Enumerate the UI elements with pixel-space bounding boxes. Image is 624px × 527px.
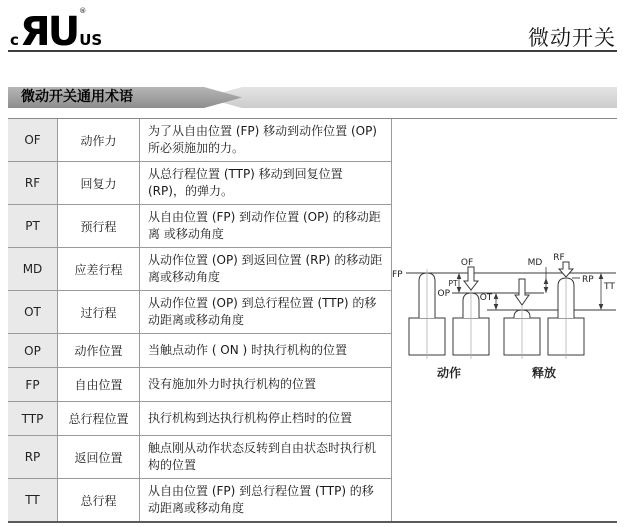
pt-label: PT (448, 278, 458, 288)
ul-logo-side (79, 8, 102, 48)
diagram-cell (392, 119, 617, 521)
ot-label: OT (479, 292, 493, 303)
table-row (8, 205, 391, 248)
desc-cell: 当触点动作 ( ON ) 时执行机构的位置 (148, 343, 348, 358)
table-row (8, 368, 391, 402)
section-header-bar (8, 87, 617, 108)
ul-monogram-icon: ЯU (19, 9, 78, 55)
ul-logo (10, 6, 103, 55)
abbr-cell: OF (8, 119, 58, 161)
table-row (8, 334, 391, 368)
term-cell: 预行程 (58, 205, 140, 247)
fp-label: FP (392, 269, 403, 280)
desc-cell: 没有施加外力时执行机构的位置 (148, 377, 317, 392)
desc-cell: 从动作位置 (OP) 到返回位置 (RP) 的移动距离或移动角度 (148, 253, 383, 285)
ul-logo-us: US (79, 31, 103, 49)
operate-caption: 动作 (436, 365, 462, 380)
table-row (8, 479, 391, 521)
desc-cell: 为了从自由位置 (FP) 移动到动作位置 (OP) 所必须施加的力。 (148, 124, 377, 156)
page-title: 微动开关 (528, 26, 616, 50)
ot-press-arrow-icon (515, 279, 529, 305)
table-row (8, 162, 391, 205)
ul-logo-c: c (10, 31, 19, 49)
table-row (8, 402, 391, 436)
op-label: OP (437, 288, 450, 299)
md-arrowhead-up-icon (544, 278, 549, 284)
tt-label: TT (604, 281, 615, 292)
ot-arrowhead-down-icon (494, 304, 499, 310)
ot-arrowhead-up-icon (494, 293, 499, 299)
desc-cell: 从自由位置 (FP) 到总行程位置 (TTP) 的移动距离或移动角度 (148, 484, 374, 516)
term-cell: 应差行程 (58, 248, 140, 290)
abbr-cell: OT (8, 291, 58, 333)
abbr-cell: RP (8, 436, 58, 478)
rf-press-arrow-icon (559, 262, 573, 277)
table-row (8, 248, 391, 291)
abbr-cell: MD (8, 248, 58, 290)
tt-arrowhead-up-icon (599, 273, 604, 279)
md-label: MD (527, 257, 543, 268)
tt-arrowhead-down-icon (599, 304, 604, 310)
abbr-cell: OP (8, 334, 58, 367)
terminology-table (8, 118, 617, 523)
desc-cell: 从自由位置 (FP) 到动作位置 (OP) 的移动距离 或移动角度 (148, 210, 381, 242)
term-cell: 过行程 (58, 291, 140, 333)
terminology-table-left (8, 119, 392, 521)
abbr-cell: RF (8, 162, 58, 204)
section-bar-light-ribbon (204, 87, 617, 108)
travel-position-diagram (392, 253, 617, 388)
abbr-cell: FP (8, 368, 58, 401)
rf-label: RF (553, 252, 565, 263)
term-cell: 总行程位置 (58, 402, 140, 435)
desc-cell: 触点刚从动作状态反转到自由状态时执行机构的位置 (148, 441, 377, 473)
of-label: OF (460, 257, 474, 268)
abbr-cell: TT (8, 479, 58, 521)
rp-label: RP (582, 274, 594, 285)
desc-cell: 从总行程位置 (TTP) 移动到回复位置 (RP)，的弹力。 (148, 167, 343, 199)
term-cell: 自由位置 (58, 368, 140, 401)
term-cell: 动作力 (58, 119, 140, 161)
table-row (8, 119, 391, 162)
title-divider (8, 50, 617, 52)
term-cell: 回复力 (58, 162, 140, 204)
registered-mark-icon: ® (79, 7, 87, 15)
of-press-arrow-icon (464, 267, 478, 290)
desc-cell: 从动作位置 (OP) 到总行程位置 (TTP) 的移动距离或移动角度 (148, 296, 377, 328)
abbr-cell: TTP (8, 402, 58, 435)
abbr-cell: PT (8, 205, 58, 247)
term-cell: 总行程 (58, 479, 140, 521)
table-row (8, 291, 391, 334)
term-cell: 返回位置 (58, 436, 140, 478)
table-row (8, 436, 391, 479)
release-caption: 释放 (531, 365, 557, 380)
section-header-title: 微动开关通用术语 (21, 89, 133, 105)
term-cell: 动作位置 (58, 334, 140, 367)
md-arrowhead-down-icon (544, 287, 549, 293)
desc-cell: 执行机构到达执行机构停止档时的位置 (148, 411, 353, 426)
